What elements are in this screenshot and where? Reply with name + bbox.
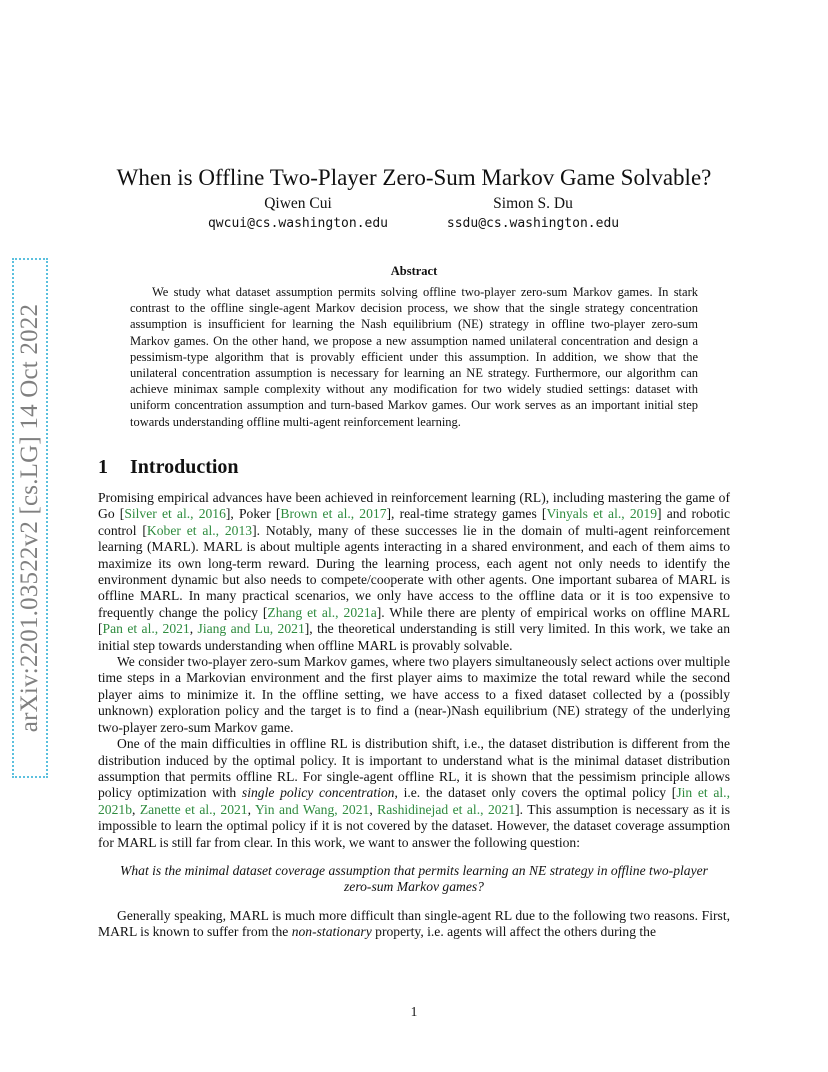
text-run: , [189,621,198,637]
emphasized-text: single policy concentration [241,785,395,801]
citation-link[interactable]: Rashidinejad et al., 2021 [377,801,516,817]
citation-link[interactable]: Vinyals et al., 2019 [546,506,658,522]
text-run: . Notably, many of these successes lie in the domain of multi-agent reinforcement learning (MARL). MARL is about multiple agents interacting in a shared environment, and each of them aims to maximize its own long-term reward. During the learning process, each agent not only needs to identify the environment dynamic but also needs to compete/cooperate with other agents. One important subarea of MARL is offline MARL. In many practical scenarios, we only have access to the offline data or it is too expensive to frequently change the policy [98,522,730,620]
paragraph [98,654,730,736]
author-email: ssdu@cs.washington.edu [446,216,620,231]
section-title: Introduction [130,456,239,478]
citation-link[interactable]: Brown et al., 2017 [280,506,387,522]
text-run: One of the main difficulties in offline RL is distribution shift, i.e., the dataset distribution is different from the distribution induced by the optimal policy. It is important to understand what is the minimal dataset distribution assumption that permits offline RL. For single-agent offline RL, it is shown that the pessimism principle allows policy optimization with [98,736,730,801]
citation-link[interactable]: Kober et al., 2013 [146,522,253,538]
text-run: Promising empirical advances have been achieved in reinforcement learning (RL), including mastering the game of Go [98,490,730,522]
section-number: 1 [98,456,108,478]
citation-link[interactable]: Zanette et al., 2021 [139,801,248,817]
text-run: , i.e. the dataset only covers the optimal policy [394,785,672,801]
text-run: property, i.e. agents will affect the others during the [371,924,657,940]
author-name: Simon S. Du [493,195,573,212]
text-run: , real-time strategy games [391,506,542,522]
text-run: We consider two-player zero-sum Markov games, where two players simultaneously select actions over multiple time steps in a Markovian environment and the first player aims to maximize the total reward while the second player aims to minimize it. In the offline setting, we have access to a fixed dataset collected by a (possibly unknown) exploration policy and the target is to find a (near-)Nash equilibrium (NE) strategy of the underlying two-player zero-sum Markov game. [98,654,730,735]
section-heading [98,456,239,479]
author-block [178,194,418,234]
arxiv-identifier-text: arXiv:2201.03522v2 [cs.LG] 14 Oct 2022 [16,303,43,733]
text-run: . This assumption is necessary as it is impossible to learn the optimal policy if it is not covered by the dataset. However, the dataset coverage assumption for MARL is still far from clear. In this work, we want to answer the following question: [98,801,730,850]
author-email: qwcui@cs.washington.edu [207,216,388,231]
paragraph [98,908,730,941]
text-run: Generally speaking, MARL is much more difficult than single-agent RL due to the following two reasons. First, MARL is known to suffer from the [98,907,730,940]
text-run: , [369,801,378,817]
abstract-heading: Abstract [390,264,438,278]
arxiv-identifier-stamp [12,258,48,778]
text-run: , the theoretical understanding is still very limited. In this work, we take an initial step towards understanding when offline MARL is provably solvable. [98,621,730,653]
section-body [98,490,730,941]
abstract-text: We study what dataset assumption permits solving offline two-player zero-sum Markov games. In stark contrast to the offline single-agent Markov decision process, we show that the single strategy concentration assumption is insufficient for learning the Nash equilibrium (NE) strategy in offline two-player zero-sum Markov games. On the other hand, we propose a new assumption named unilateral concentration and design a pessimism-type algorithm that is provably efficient under this assumption. In addition, we show that the unilateral concentration assumption is necessary for learning an NE strategy. Furthermore, our algorithm can achieve minimax sample complexity without any modification for two widely studied settings: dataset with uniform concentration assumption and turn-based Markov games. Our work serves as an important initial step towards understanding offline multi-agent reinforcement learning. [130,285,698,429]
page-number: 1 [410,1004,418,1019]
paper-title: When is Offline Two-Player Zero-Sum Markov Game Solvable? [116,165,712,191]
citation-link[interactable]: Yin and Wang, 2021 [254,801,370,817]
citation-link[interactable]: Jin et al., 2021b [98,785,730,817]
paragraph: Promising empirical advances have been achieved in reinforcement learning (RL), including mastering the game of Go [Silver et al., 2016], Poker [Brown et al., 2017], real-time strategy games [Vinyals et al., 2019] and robotic control [Kober et al., 2013]. Notably, many of these successes lie in the domain of multi-agent reinforcement learning (MARL). MARL is about multiple agents interacting in a shared environment, and each of them aims to maximize its own long-term reward. During the learning process, each agent not only needs to identify the environment dynamic but also needs to compete/cooperate with other agents. One important subarea of MARL is offline MARL. In many practical scenarios, we only have access to the offline data or it is too expensive to frequently change the policy [Zhang et al., 2021a]. While there are plenty of empirical works on offline MARL [Pan et al., 2021, Jiang and Lu, 2021], the theoretical understanding is still very limited. In this work, we take an initial step towards understanding when offline MARL is provably solvable. [98,490,731,653]
citation-link[interactable]: Jiang and Lu, 2021 [197,621,305,637]
text-run: . While there are plenty of empirical works on offline MARL [381,604,730,620]
text-run: , Poker [230,506,276,522]
author-block [413,194,653,234]
citation-link[interactable]: Silver et al., 2016 [124,506,226,522]
citation-link[interactable]: Zhang et al., 2021a [267,604,377,620]
text-run: and robotic control [98,506,731,538]
text-run: , [247,801,255,817]
paragraph: One of the main difficulties in offline RL is distribution shift, i.e., the dataset distribution is different from the distribution induced by the optimal policy. It is important to understand what is the minimal dataset distribution assumption that permits offline RL. For single-agent offline RL, it is shown that the pessimism principle allows policy optimization with single policy concentration, i.e. the dataset only covers the optimal policy [Jin et al., 2021b, Zanette et al., 2021, Yin and Wang, 2021, Rashidinejad et al., 2021]. This assumption is necessary as it is impossible to learn the optimal policy if it is not covered by the dataset. However, the dataset coverage assumption for MARL is still far from clear. In this work, we want to answer the following question: [98,736,730,850]
emphasized-text: non-stationary [291,924,372,940]
citation-link[interactable]: Pan et al., 2021 [102,621,190,637]
text-run: , [131,801,140,817]
research-question: What is the minimal dataset coverage assumption that permits learning an NE strategy in offline two-player zero-sum Markov games? [120,862,708,895]
author-name: Qiwen Cui [264,195,332,212]
